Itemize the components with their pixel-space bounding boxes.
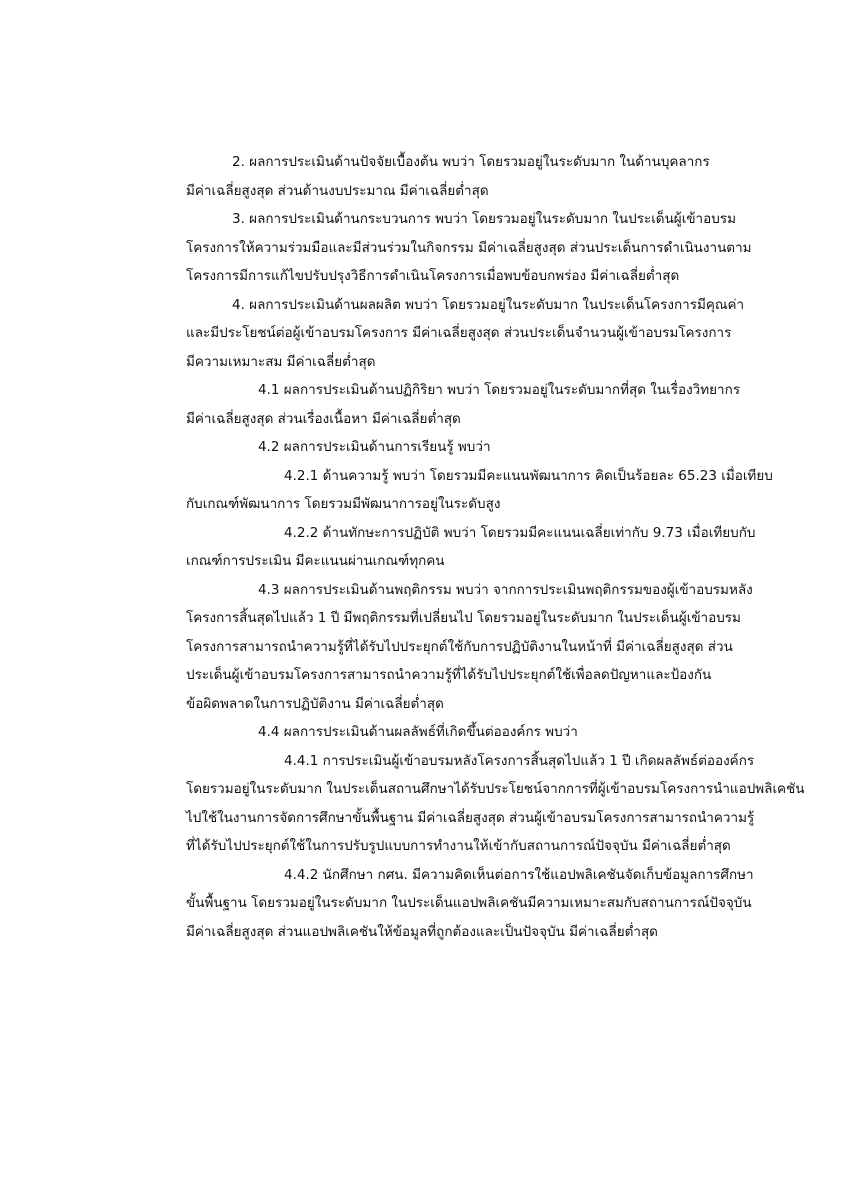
paragraph-4-line-1: 4. ผลการประเมินด้านผลผลิต พบว่า โดยรวมอยู่ในระดับมาก ในประเด็นโครงการมีคุณค่า (232, 297, 745, 313)
paragraph-4-1-line-2: มีค่าเฉลี่ยสูงสุด ส่วนเรื่องเนื้อหา มีค่าเฉลี่ยต่ำสุด (186, 411, 461, 427)
paragraph-4-2-2-line-1: 4.2.2 ด้านทักษะการปฏิบัติ พบว่า โดยรวมมีคะแนนเฉลี่ยเท่ากับ 9.73 เมื่อเทียบกับ (284, 525, 756, 541)
paragraph-4-4-2-line-3: มีค่าเฉลี่ยสูงสุด ส่วนแอปพลิเคชันให้ข้อมูลที่ถูกต้องและเป็นปัจจุบัน มีค่าเฉลี่ยต่ำสุด (186, 924, 658, 940)
paragraph-3-line-2: โครงการให้ความร่วมมือและมีส่วนร่วมในกิจกรรม มีค่าเฉลี่ยสูงสุด ส่วนประเด็นการดำเนินงานตาม (186, 240, 752, 256)
paragraph-4-line-2: และมีประโยชน์ต่อผู้เข้าอบรมโครงการ มีค่าเฉลี่ยสูงสุด ส่วนประเด็นจำนวนผู้เข้าอบรมโครงการ (186, 325, 732, 341)
paragraph-4-4-2-line-1: 4.4.2 นักศึกษา กศน. มีความคิดเห็นต่อการใช้แอปพลิเคชันจัดเก็บข้อมูลการศึกษา (284, 867, 754, 883)
paragraph-4-4-1-line-4: ที่ได้รับไปประยุกต์ใช้ในการปรับรูปแบบการทำงานให้เข้ากับสถานการณ์ปัจจุบัน มีค่าเฉลี่ยต่ำสุด (186, 838, 731, 854)
heading-4-4: 4.4 ผลการประเมินด้านผลลัพธ์ที่เกิดขึ้นต่อองค์กร พบว่า (258, 724, 578, 740)
heading-4-2: 4.2 ผลการประเมินด้านการเรียนรู้ พบว่า (258, 439, 491, 455)
paragraph-4-2-2-line-2: เกณฑ์การประเมิน มีคะแนนผ่านเกณฑ์ทุกคน (186, 553, 445, 569)
paragraph-4-3-line-3: โครงการสามารถนำความรู้ที่ได้รับไปประยุกต์ใช้กับการปฏิบัติงานในหน้าที่ มีค่าเฉลี่ยสูงสุด ส่วน (186, 639, 733, 655)
paragraph-4-2-1-line-1: 4.2.1 ด้านความรู้ พบว่า โดยรวมมีคะแนนพัฒนาการ คิดเป็นร้อยละ 65.23 เมื่อเทียบ (284, 468, 773, 484)
paragraph-4-4-2-line-2: ขั้นพื้นฐาน โดยรวมอยู่ในระดับมาก ในประเด็นแอปพลิเคชันมีความเหมาะสมกับสถานการณ์ปัจจุบัน (186, 895, 752, 911)
paragraph-4-3-line-1: 4.3 ผลการประเมินด้านพฤติกรรม พบว่า จากการประเมินพฤติกรรมของผู้เข้าอบรมหลัง (258, 582, 753, 598)
paragraph-4-3-line-4: ประเด็นผู้เข้าอบรมโครงการสามารถนำความรู้ที่ได้รับไปประยุกต์ใช้เพื่อลดปัญหาและป้องกัน (186, 667, 712, 683)
paragraph-4-4-1-line-3: ไปใช้ในงานการจัดการศึกษาขั้นพื้นฐาน มีค่าเฉลี่ยสูงสุด ส่วนผู้เข้าอบรมโครงการสามารถนำความรู้ (186, 810, 755, 826)
paragraph-4-3-line-5: ข้อผิดพลาดในการปฏิบัติงาน มีค่าเฉลี่ยต่ำสุด (186, 696, 444, 712)
paragraph-4-4-1-line-2: โดยรวมอยู่ในระดับมาก ในประเด็นสถานศึกษาได้รับประโยชน์จากการที่ผู้เข้าอบรมโครงการนำแอปพลิเคชัน (186, 781, 805, 797)
paragraph-3-line-3: โครงการมีการแก้ไขปรับปรุงวิธีการดำเนินโครงการเมื่อพบข้อบกพร่อง มีค่าเฉลี่ยต่ำสุด (186, 268, 680, 284)
paragraph-3-line-1: 3. ผลการประเมินด้านกระบวนการ พบว่า โดยรวมอยู่ในระดับมาก ในประเด็นผู้เข้าอบรม (232, 211, 736, 227)
paragraph-4-line-3: มีความเหมาะสม มีค่าเฉลี่ยต่ำสุด (186, 354, 376, 370)
paragraph-4-3-line-2: โครงการสิ้นสุดไปแล้ว 1 ปี มีพฤติกรรมที่เปลี่ยนไป โดยรวมอยู่ในระดับมาก ในประเด็นผู้เข้าอบรม (186, 610, 741, 626)
paragraph-2-line-1: 2. ผลการประเมินด้านปัจจัยเบื้องต้น พบว่า โดยรวมอยู่ในระดับมาก ในด้านบุคลากร (232, 154, 710, 170)
paragraph-2-line-2: มีค่าเฉลี่ยสูงสุด ส่วนด้านงบประมาณ มีค่าเฉลี่ยต่ำสุด (186, 183, 489, 199)
paragraph-4-2-1-line-2: กับเกณฑ์พัฒนาการ โดยรวมมีพัฒนาการอยู่ในระดับสูง (186, 496, 501, 512)
paragraph-4-4-1-line-1: 4.4.1 การประเมินผู้เข้าอบรมหลังโครงการสิ้นสุดไปแล้ว 1 ปี เกิดผลลัพธ์ต่อองค์กร (284, 753, 755, 769)
paragraph-4-1-line-1: 4.1 ผลการประเมินด้านปฏิกิริยา พบว่า โดยรวมอยู่ในระดับมากที่สุด ในเรื่องวิทยากร (258, 382, 741, 398)
